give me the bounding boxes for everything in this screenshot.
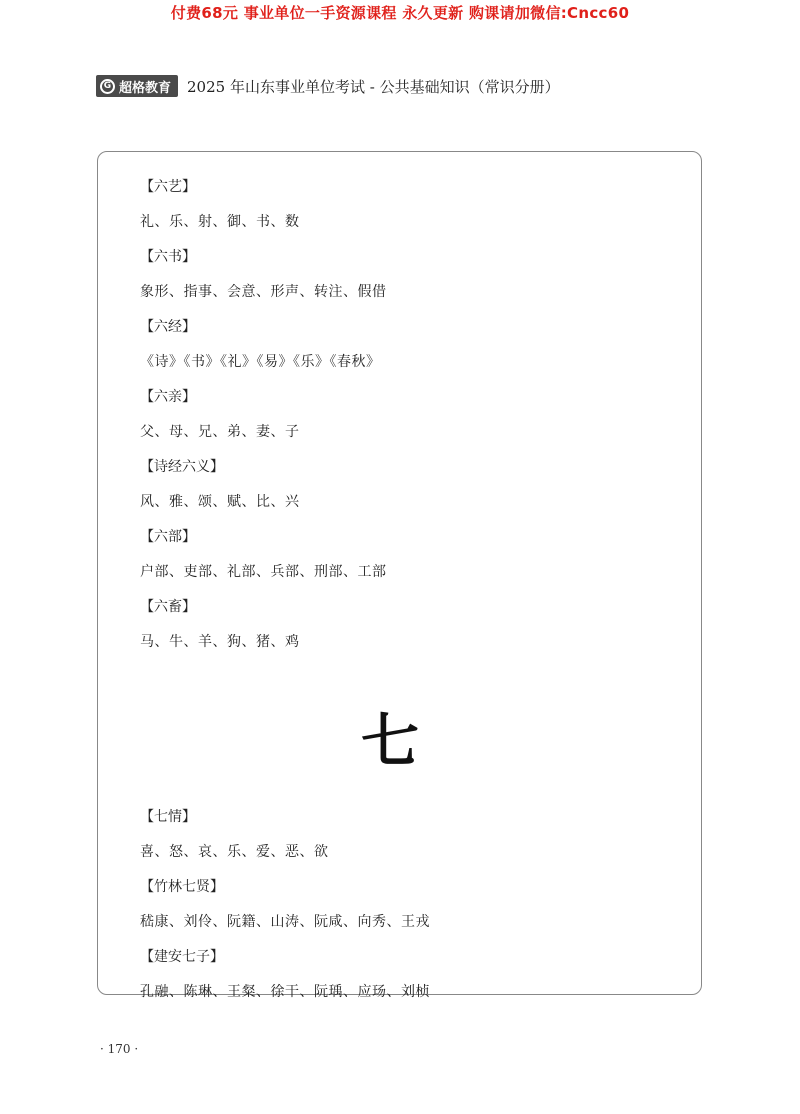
section-heading: 【诗经六义】 [140,459,224,475]
section-content: 父、母、兄、弟、妻、子 [140,424,300,440]
logo-text: 超格教育 [119,80,172,96]
section-content: 马、牛、羊、狗、猪、鸡 [140,634,300,650]
brand-logo [96,75,178,97]
section-content: 礼、乐、射、御、书、数 [140,214,300,230]
section-zhulin-qixian [140,876,680,946]
section-qiqing [140,806,680,876]
page-header [96,74,560,98]
page-number: · 170 · [100,1042,139,1056]
section-liuqin [140,386,680,456]
section-content: 喜、怒、哀、乐、爱、恶、欲 [140,844,329,860]
section-liuchu [140,596,680,666]
section-heading: 【六书】 [140,249,196,265]
section-content: 户部、吏部、礼部、兵部、刑部、工部 [140,564,387,580]
section-liushu [140,246,680,316]
section-content: 嵇康、刘伶、阮籍、山涛、阮咸、向秀、王戎 [140,914,430,930]
section-liuyi [140,176,680,246]
section-heading: 【六经】 [140,319,196,335]
section-content: 《诗》《书》《礼》《易》《乐》《春秋》 [140,354,381,370]
logo-icon: G [100,79,115,94]
section-shijing-liuyi [140,456,680,526]
section-heading: 【建安七子】 [140,949,224,965]
section-content: 风、雅、颂、赋、比、兴 [140,494,300,510]
promo-banner: 付费68元 事业单位一手资源课程 永久更新 购课请加微信:Cncc60 [170,4,630,22]
header-title: 2025 年山东事业单位考试 - 公共基础知识（常识分册） [187,77,560,96]
section-heading: 【六畜】 [140,599,196,615]
section-heading: 【六部】 [140,529,196,545]
section-heading: 【七情】 [140,809,196,825]
content-area [140,176,680,1016]
section-liubu [140,526,680,596]
section-heading: 【六艺】 [140,179,196,195]
section-liujing [140,316,680,386]
section-number-heading: 七 [360,707,419,775]
section-heading: 【六亲】 [140,389,196,405]
section-heading: 【竹林七贤】 [140,879,224,895]
section-content: 孔融、陈琳、王粲、徐干、阮瑀、应玚、刘桢 [140,984,430,1000]
section-jianan-qizi [140,946,680,1016]
section-content: 象形、指事、会意、形声、转注、假借 [140,284,387,300]
